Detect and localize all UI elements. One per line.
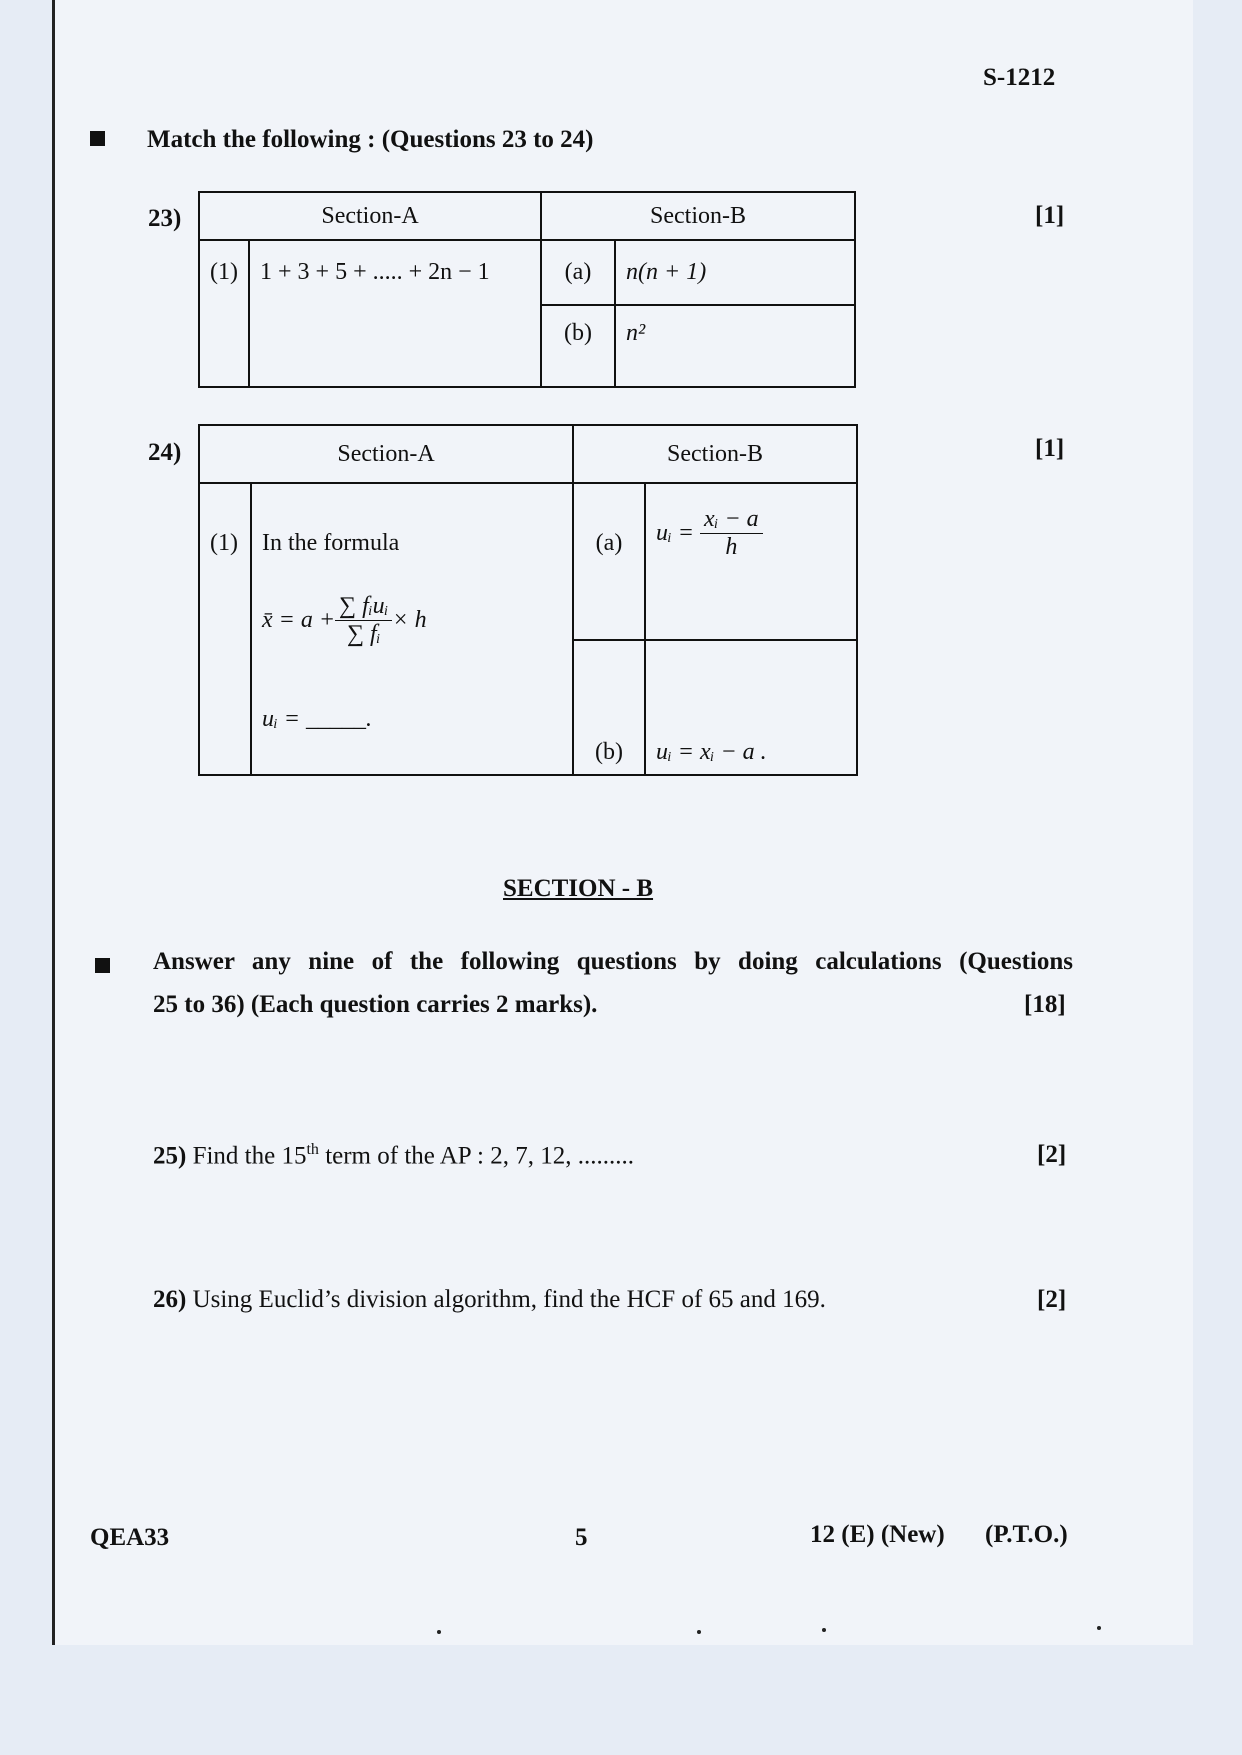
q24-blank: uᵢ = _____. xyxy=(262,706,372,732)
q23-a-label: (1) xyxy=(199,240,249,387)
q23-option-b-label: (b) xyxy=(541,305,615,387)
question-23-number: 23) xyxy=(148,205,182,232)
bullet-square xyxy=(90,129,105,147)
question-25-sup: th xyxy=(306,1141,319,1158)
q23-option-a-text: n(n + 1) xyxy=(615,240,855,305)
question-23-marks: [1] xyxy=(1035,202,1065,229)
formula-denominator: ∑ fᵢ xyxy=(346,621,381,647)
q24-option-a-num: xᵢ − a xyxy=(700,506,763,534)
q24-option-a-cell xyxy=(645,483,857,640)
section-b-instruction-line1: Answer any nine of the following questions by doing calculations (Questions xyxy=(153,948,1073,975)
q24-a-label: (1) xyxy=(199,483,251,775)
question-26-marks: [2] xyxy=(1037,1286,1067,1313)
question-23-table xyxy=(198,191,856,388)
footer-edition: 12 (E) (New) xyxy=(810,1521,945,1548)
q23-section-a-header: Section-A xyxy=(199,192,541,240)
question-26 xyxy=(153,1286,826,1314)
q23-option-b-text: n² xyxy=(615,305,855,387)
question-24-marks: [1] xyxy=(1035,435,1065,462)
footer-page-number: 5 xyxy=(575,1524,588,1551)
q24-section-a-header: Section-A xyxy=(199,425,573,483)
scan-speck xyxy=(697,1630,701,1634)
bullet-square-2 xyxy=(95,956,110,974)
q24-a-cell xyxy=(251,483,573,775)
q24-option-a-prefix: uᵢ = xyxy=(656,520,694,546)
q24-option-b-text: uᵢ = xᵢ − a . xyxy=(645,640,857,775)
question-24-number: 24) xyxy=(148,439,182,466)
q24-section-b-header: Section-B xyxy=(573,425,857,483)
question-25 xyxy=(153,1141,634,1170)
formula-right: × h xyxy=(392,607,427,633)
q24-option-a-fraction xyxy=(700,506,763,561)
section-b-marks: [18] xyxy=(1024,991,1066,1018)
formula-fraction xyxy=(335,593,392,648)
q23-a-text: 1 + 3 + 5 + ..... + 2n − 1 xyxy=(249,240,541,387)
q24-option-b-label: (b) xyxy=(573,640,645,775)
question-26-text: Using Euclid’s division algorithm, find the HCF of 65 and 169. xyxy=(192,1286,826,1313)
q23-section-b-header: Section-B xyxy=(541,192,855,240)
q24-a-text: In the formula xyxy=(262,530,400,556)
q24-formula xyxy=(262,593,562,648)
formula-numerator: ∑ fᵢuᵢ xyxy=(335,593,392,621)
q23-option-a-label: (a) xyxy=(541,240,615,305)
footer-pto: (P.T.O.) xyxy=(985,1521,1068,1548)
scan-speck xyxy=(1097,1626,1101,1630)
paper-code: S-1212 xyxy=(983,64,1056,91)
match-heading: Match the following : (Questions 23 to 24) xyxy=(147,126,594,153)
question-26-number: 26) xyxy=(153,1286,187,1313)
q24-option-a-den: h xyxy=(725,534,738,560)
scan-speck xyxy=(822,1628,826,1632)
question-25-number: 25) xyxy=(153,1142,187,1170)
footer-code: QEA33 xyxy=(90,1524,170,1551)
scan-speck xyxy=(437,1630,441,1634)
question-24-table xyxy=(198,424,858,776)
q24-option-a-label: (a) xyxy=(573,483,645,640)
question-25-marks: [2] xyxy=(1037,1141,1067,1168)
question-25-text-after: term of the AP : 2, 7, 12, ......... xyxy=(318,1142,634,1170)
section-b-instruction-line2: 25 to 36) (Each question carries 2 marks). xyxy=(153,991,598,1018)
question-25-text-before: Find the 15 xyxy=(192,1142,307,1170)
formula-left: x̄ = a + xyxy=(262,607,336,633)
section-b-title: SECTION - B xyxy=(503,875,654,902)
